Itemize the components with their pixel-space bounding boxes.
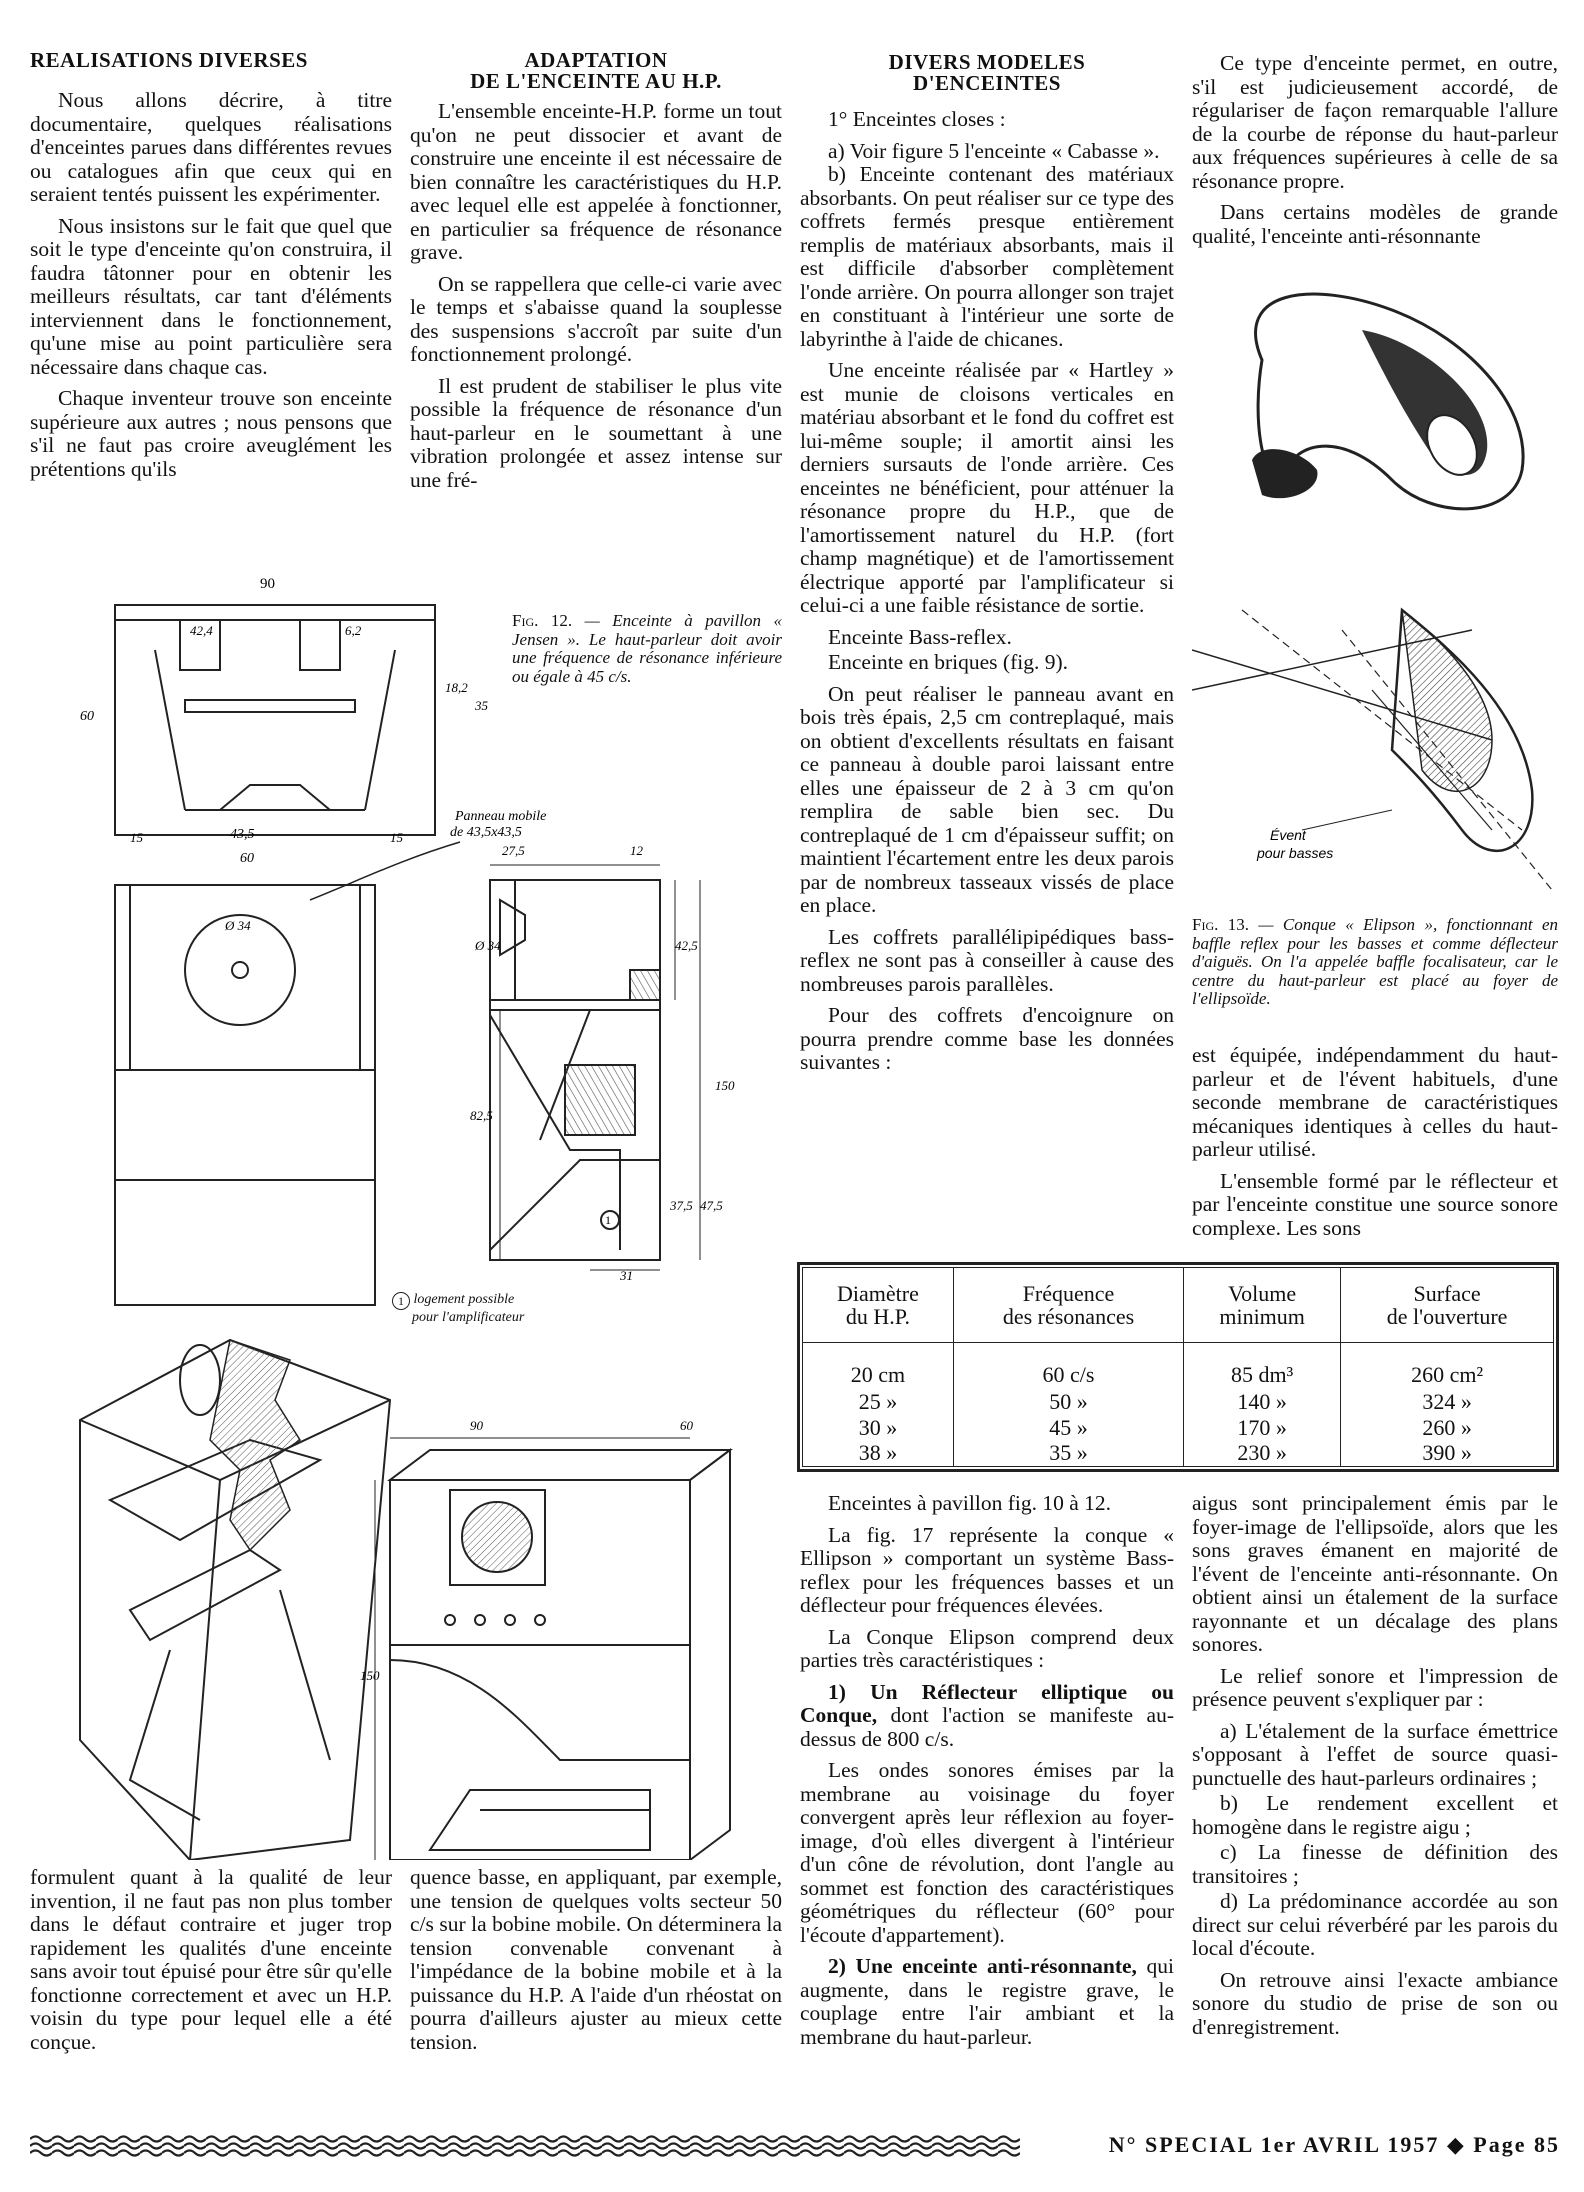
dim-47-5: 47,5 (700, 1198, 723, 1213)
header-line: Volume (1228, 1281, 1297, 1306)
column-3-lower (800, 1492, 1174, 2057)
table-cell: 30 » (858, 1414, 898, 1440)
bold-lead: 1) Un Réflecteur elliptique ou Conque, (800, 1679, 1174, 1727)
column-1 (30, 50, 392, 489)
fig12-side-section (470, 820, 790, 1340)
heading-line: DIVERS MODELES (888, 50, 1086, 74)
paragraph: Nous insistons sur le fait que quel que soit le type d'enceinte qu'on construira, il faudra tâtonner pour en obtenir les meilleurs résultats, car tant d'éléments interviennent dans le fonctionnement, qu'une mise au point particulière sera nécessaire dans chaque cas. (30, 213, 392, 379)
panel-note-line: de 43,5x43,5 (450, 825, 522, 840)
fig12-perspective-views (50, 1320, 780, 1860)
dim-82-5: 82,5 (470, 1108, 493, 1123)
fig13-event-label: pour basses (1257, 845, 1334, 861)
column-3-upper (800, 52, 1174, 1083)
table-header-cell (953, 1268, 1183, 1343)
table-header-cell (1184, 1268, 1341, 1343)
heading-line: DE L'ENCEINTE AU H.P. (470, 69, 722, 93)
dim-42-4: 42,4 (190, 623, 213, 638)
table-cell: 260 cm² (1341, 1343, 1553, 1389)
paragraph: On peut réaliser le panneau avant en bois très épais, 2,5 cm contreplaqué, mais on obtient d'excellents résultats en faisant ce panneau à double paroi laissant entre elles une épaisseur de 2 à 3 cm qu'on remplira de sable bien sec. Du contreplaqué de 1 cm d'épaisseur suffit; on maintient l'écartement entre les deux parois par de nombreux tasseaux vissés de place en place. (800, 681, 1174, 917)
panel-note-line: Panneau mobile (455, 809, 547, 824)
table-body (803, 1343, 1553, 1467)
table-cell: 140 » (1184, 1389, 1341, 1415)
note-line: pour l'amplificateur (412, 1310, 525, 1325)
dim-150-persp: 150 (360, 1668, 380, 1683)
heading-divers-modeles (800, 52, 1174, 94)
paragraph: Les coffrets parallélipipédiques bass-reflex ne sont pas à conseiller à cause des nombreuses parois parallèles. (800, 924, 1174, 996)
column-2 (410, 50, 782, 500)
header-line: des résonances (1002, 1304, 1135, 1329)
fig13-caption (1192, 916, 1558, 1009)
wavy-rule-decoration (30, 2132, 1020, 2160)
paragraph: Nous allons décrire, à titre documentaire, quelques réalisations d'enceintes parues dans différentes revues ou catalogues afin que ceux qui en seraient tentés puissent les expérimenter. (30, 88, 392, 206)
fig13-caption-text: — Conque « Elipson », fonctionnant en baffle reflex pour les basses et comme déflecteur d'aiguës. On l'a appelée baffle focalisateur, car le centre du haut-parleur est placé au foyer de l'ellipsoïde. (1192, 915, 1558, 1008)
heading-realisations: REALISATIONS DIVERSES (30, 48, 308, 72)
paragraph: Ce type d'enceinte permet, en outre, s'il est judicieusement accordé, de régulariser de façon remarquable l'allure de la courbe de réponse du haut-parleur aux fréquences supérieures à celle de sa résonance propre. (1192, 51, 1558, 193)
dim-31: 31 (620, 1268, 633, 1283)
dim-dia-34-side: Ø 34 (475, 938, 501, 953)
dim-dia-34: Ø 34 (225, 918, 251, 933)
paragraph: L'ensemble enceinte-H.P. forme un tout qu'on ne peut dissocier et avant de construire une enceinte il est nécessaire de bien connaître les caractéristiques du H.P. avec lequel elle est appelée à fonctionner, en particulier sa fréquence de résonance grave. (410, 99, 782, 264)
fig13-ellipson-drawing (1192, 270, 1562, 910)
table-cell: 20 cm (850, 1362, 906, 1388)
paragraph: d) La prédominance accordée au son direct sur celui réverbéré par les parois du local d'écoute. (1192, 1889, 1558, 1960)
page-footer (30, 2132, 1560, 2162)
paragraph-text: qui augmente, dans le registre grave, le couplage entre l'air ambiant et la membrane du haut-parleur. (800, 1954, 1174, 2049)
fig12-caption-text: — Enceinte à pavillon « Jensen ». Le haut-parleur doit avoir une fréquence de résonance inférieure ou égale à 45 c/s. (512, 611, 782, 686)
table-header-row (803, 1268, 1553, 1343)
table-cell: 260 » (1341, 1414, 1553, 1440)
table-cell: 35 » (953, 1440, 1183, 1466)
table-cell: 45 » (953, 1414, 1183, 1440)
paragraph: est équipée, indépendamment du haut-parleur et de l'évent habituels, d'une seconde membrane de caractéristiques mécaniques identiques à celles du haut-parleur utilisé. (1192, 1043, 1558, 1161)
dim-90: 90 (260, 576, 275, 592)
paragraph: On se rappellera que celle-ci varie avec le temps et s'abaisse quand la souplesse des suspensions s'accroît par suite d'un fonctionnement prolongé. (410, 271, 782, 366)
column-1-lower (30, 1866, 392, 2062)
dim-35: 35 (475, 698, 488, 713)
data-table-wrapper (797, 1262, 1559, 1472)
paragraph: L'ensemble formé par le réflecteur et par l'enceinte constitue une source sonore complexe. Les sons (1192, 1168, 1558, 1240)
header-line: minimum (1219, 1304, 1305, 1329)
paragraph: Pour des coffrets d'encoignure on pourra prendre comme base les données suivantes : (800, 1003, 1174, 1074)
table-cell: 60 c/s (953, 1343, 1183, 1389)
paragraph: Enceinte Bass-reflex. (828, 624, 1012, 649)
header-line: Diamètre (837, 1281, 919, 1306)
table-row (803, 1414, 1553, 1440)
paragraph: aigus sont principalement émis par le foyer-image de l'ellipsoïde, alors que les sons graves émanent en majorité de l'évent de l'enceinte anti-résonnante. On obtient ainsi un étalement de la surface rayonnante et un décalage des plans sonores. (1192, 1491, 1558, 1656)
table-cell: 85 dm³ (1184, 1343, 1341, 1389)
table-cell: 324 » (1341, 1389, 1553, 1415)
dim-90-persp: 90 (470, 1418, 483, 1433)
paragraph (800, 1681, 1174, 1752)
paragraph: Enceintes à pavillon fig. 10 à 12. (828, 1491, 1112, 1515)
data-table (803, 1268, 1553, 1466)
header-line: Fréquence (1022, 1281, 1115, 1306)
fig13-label: Fig. 13. (1192, 915, 1250, 934)
dim-6-2: 6,2 (345, 623, 362, 638)
paragraph: Les ondes sonores émises par la membrane au voisinage du foyer convergent après leur réflexion au foyer-image, d'où elles divergent à l'intérieur d'un cône de révolution, dont l'angle au sommet est fonction des caractéristiques géométriques du réflecteur (60° pour l'écoute d'appartement). (800, 1758, 1174, 1947)
table-header-cell (803, 1268, 953, 1343)
paragraph: b) Le rendement excellent et homogène dans le registre aigu ; (1192, 1791, 1558, 1839)
dim-12: 12 (630, 843, 643, 858)
table-cell: 50 » (953, 1389, 1183, 1415)
dim-15-left: 15 (130, 830, 143, 845)
dim-42-5: 42,5 (675, 938, 698, 953)
paragraph: formulent quant à la qualité de leur invention, il ne faut pas non plus tomber dans le défaut contraire et juger trop rapidement les qualités d'une enceinte sans avoir tout épuisé pour être sûr qu'elle fonctionne correctement et avec un H.P. voisin du type pour lequel elle a été conçue. (30, 1865, 392, 2054)
paragraph-text: dont l'action se manifeste au-dessus de 800 c/s. (800, 1703, 1174, 1751)
dim-27-5: 27,5 (502, 843, 525, 858)
paragraph: Le relief sonore et l'impression de présence peuvent s'expliquer par : (1192, 1663, 1558, 1711)
dim-60-width: 60 (240, 851, 254, 866)
fig13-event-label: Évent (1270, 827, 1306, 843)
table-cell: 38 » (858, 1440, 898, 1466)
paragraph: Dans certains modèles de grande qualité, l'enceinte anti-résonnante (1192, 200, 1558, 248)
table-cell: 25 » (858, 1388, 898, 1414)
footer-issue-page: N° SPECIAL 1er AVRIL 1957 ◆ Page 85 (1108, 2132, 1560, 2157)
table-cell: 170 » (1184, 1414, 1341, 1440)
table-header-cell (1341, 1268, 1553, 1343)
heading-adaptation (410, 50, 782, 92)
dim-150: 150 (715, 1078, 735, 1093)
column-4-lower (1192, 1492, 1558, 2047)
paragraph: a) L'étalement de la surface émettrice s'opposant à l'effet de source quasi-punctuelle des haut-parleurs ordinaires ; (1192, 1718, 1558, 1790)
column-4-middle (1192, 1044, 1558, 1248)
paragraph: Enceinte en briques (fig. 9). (828, 650, 1068, 674)
paragraph: a) Voir figure 5 l'enceinte « Cabasse ». (828, 138, 1160, 163)
table-row (803, 1389, 1553, 1415)
header-line: du H.P. (845, 1304, 911, 1329)
dim-60-persp: 60 (680, 1418, 693, 1433)
circle-number: 1 (605, 1213, 611, 1227)
paragraph: On retrouve ainsi l'exacte ambiance sonore du studio de prise de son ou d'enregistrement. (1192, 1967, 1558, 2039)
dim-43-5: 43,5 (230, 827, 255, 842)
paragraph: Une enceinte réalisée par « Hartley » est munie de cloisons verticales en matériau absorbant et le fond du coffret est lui-même souple; il amortit ainsi les derniers sursauts de l'onde arrière. Ces enceintes ne bénéficient, pour atténuer la résonance propre du H.P., que de l'amortissement naturel du H.P. (fort champ magnétique) et de l'amortissement électrique apporté par l'amplificateur si celui-ci a une faible résistance de sortie. (800, 358, 1174, 617)
table-row (803, 1343, 1553, 1389)
heading-line: ADAPTATION (524, 48, 668, 72)
header-line: de l'ouverture (1386, 1304, 1508, 1329)
paragraph: b) Enceinte contenant des matériaux absorbants. On peut réaliser sur ce type des coffrets fermés presque entièrement remplis de matériaux absorbants, mais il est difficile d'absorber complètement l'onde arrière. On pourra allonger son trajet en constituant à l'intérieur une sorte de labyrinthe à l'aide de chicanes. (800, 162, 1174, 351)
dim-15-right: 15 (390, 830, 403, 845)
dim-37-5: 37,5 (670, 1198, 693, 1213)
paragraph (800, 1955, 1174, 2049)
table-cell: 230 » (1184, 1440, 1341, 1466)
header-line: Surface (1413, 1281, 1481, 1306)
table-cell: 390 » (1341, 1440, 1553, 1466)
paragraph: La Conque Elipson comprend deux parties très caractéristiques : (800, 1624, 1174, 1672)
fig12-label: Fig. 12. (512, 611, 573, 630)
paragraph: quence basse, en appliquant, par exemple, une tension de quelques volts secteur 50 c/s sur la bobine mobile. On déterminera la tension convenable convenant à l'impédance de la bobine mobile et à la puissance du H.P. A l'aide d'un rhéostat on pourra d'ailleurs ajuster au mieux cette tension. (410, 1865, 782, 2054)
table-row (803, 1440, 1553, 1466)
column-4-upper (1192, 52, 1558, 256)
paragraph: Chaque inventeur trouve son enceinte supérieure aux autres ; nous pensons que s'il ne faut pas croire aveuglément les prétentions qu'ils (30, 386, 392, 481)
paragraph: 1° Enceintes closes : (828, 107, 1006, 131)
paragraph: La fig. 17 représente la conque « Ellipson » comportant un système Bass-reflex pour les fréquences basses et un déflecteur pour fréquences élevées. (800, 1522, 1174, 1617)
heading-line: D'ENCEINTES (913, 71, 1061, 95)
note-line: logement possible (413, 1292, 515, 1307)
circle-note-icon: 1 (392, 1292, 410, 1310)
dim-18-2: 18,2 (445, 680, 468, 695)
dim-60: 60 (80, 709, 94, 724)
bold-lead: 2) Une enceinte anti-résonnante, (828, 1954, 1137, 1978)
paragraph: Il est prudent de stabiliser le plus vite possible la fréquence de résonance d'un haut-parleur en le soumettant à une vibration prolongée et assez intense sur une fré- (410, 373, 782, 492)
paragraph: c) La finesse de définition des transitoires ; (1192, 1840, 1558, 1888)
column-2-lower (410, 1866, 782, 2062)
